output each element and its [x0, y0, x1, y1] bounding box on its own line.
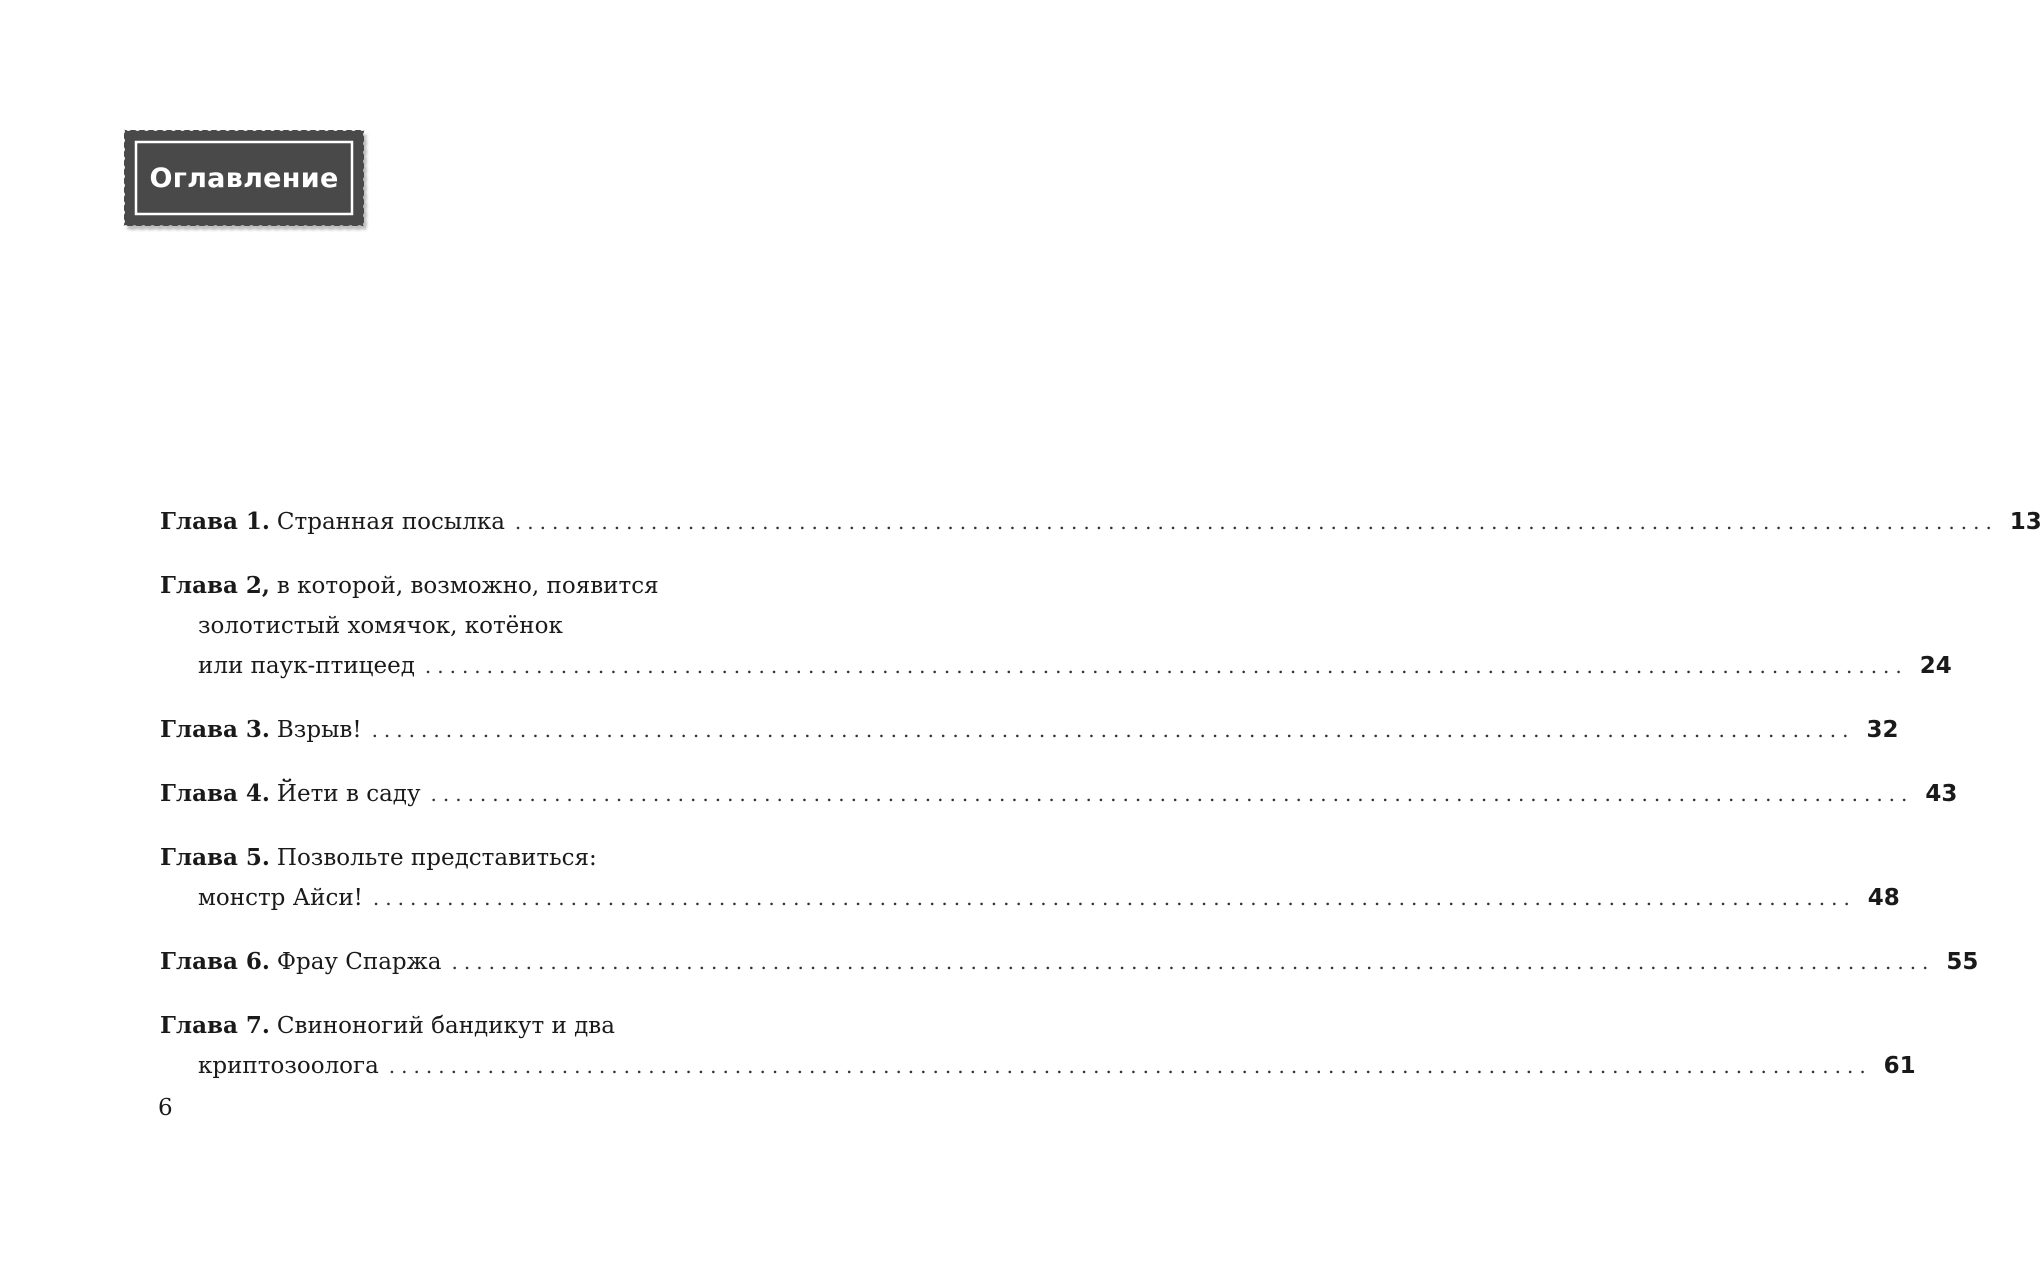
- toc-entry-line: [160, 502, 2042, 542]
- chapter-title: Свиноногий бандикут и два: [276, 1013, 615, 1039]
- chapter-label: Глава 1.: [160, 508, 270, 535]
- chapter-page-number: 61: [1883, 1053, 1916, 1079]
- chapter-title: золотистый хомячок, котёнок: [198, 613, 563, 639]
- toc-entry-line: [198, 646, 1952, 686]
- chapter-title: Странная посылка: [276, 509, 505, 535]
- page-number: 6: [158, 1095, 173, 1121]
- dot-leader: ........................................................................................................................: [424, 654, 1908, 678]
- toc-entry-line: [160, 838, 768, 878]
- chapter-title: в которой, возможно, появится: [276, 573, 659, 599]
- dot-leader: ........................................................................................................................: [388, 1054, 1872, 1078]
- chapter-page-number: 43: [1925, 781, 1958, 807]
- chapter-label: Глава 3.: [160, 716, 270, 743]
- chapter-title: или паук-птицеед: [198, 653, 415, 679]
- toc-entry-line: [160, 942, 1979, 982]
- page-title: Оглавление: [149, 162, 339, 194]
- chapter-title: Позвольте представиться:: [276, 845, 597, 871]
- chapter-title: Йети в саду: [276, 781, 421, 807]
- dot-leader: ........................................................................................................................: [372, 886, 1856, 910]
- toc-entry-line: [198, 606, 768, 646]
- chapter-page-number: 32: [1866, 717, 1899, 743]
- chapter-title: Взрыв!: [276, 717, 362, 743]
- chapter-page-number: 48: [1867, 885, 1900, 911]
- toc-entry-line: [160, 710, 1899, 750]
- chapter-page-number: 55: [1946, 949, 1979, 975]
- chapter-label: Глава 6.: [160, 948, 270, 975]
- chapter-label: Глава 5.: [160, 844, 270, 871]
- toc-entry-line: [160, 1006, 768, 1046]
- chapter-page-number: 13: [2009, 509, 2042, 535]
- dot-leader: ........................................................................................................................: [451, 950, 1935, 974]
- chapter-title: криптозоолога: [198, 1053, 379, 1079]
- chapter-label: Глава 2,: [160, 572, 270, 599]
- toc-entry-line: [198, 878, 1900, 918]
- chapter-page-number: 24: [1919, 653, 1952, 679]
- chapter-label: Глава 7.: [160, 1012, 270, 1039]
- chapter-title: Фрау Спаржа: [276, 949, 442, 975]
- title-stamp: [120, 126, 368, 236]
- dot-leader: ........................................................................................................................: [430, 782, 1914, 806]
- toc-entry-line: [160, 566, 768, 606]
- dot-leader: ........................................................................................................................: [371, 718, 1855, 742]
- toc-entry-line: [198, 1046, 1916, 1086]
- toc-entry-line: [160, 774, 1958, 814]
- chapter-label: Глава 4.: [160, 780, 270, 807]
- dot-leader: ........................................................................................................................: [514, 510, 1998, 534]
- chapter-title: монстр Айси!: [198, 885, 363, 911]
